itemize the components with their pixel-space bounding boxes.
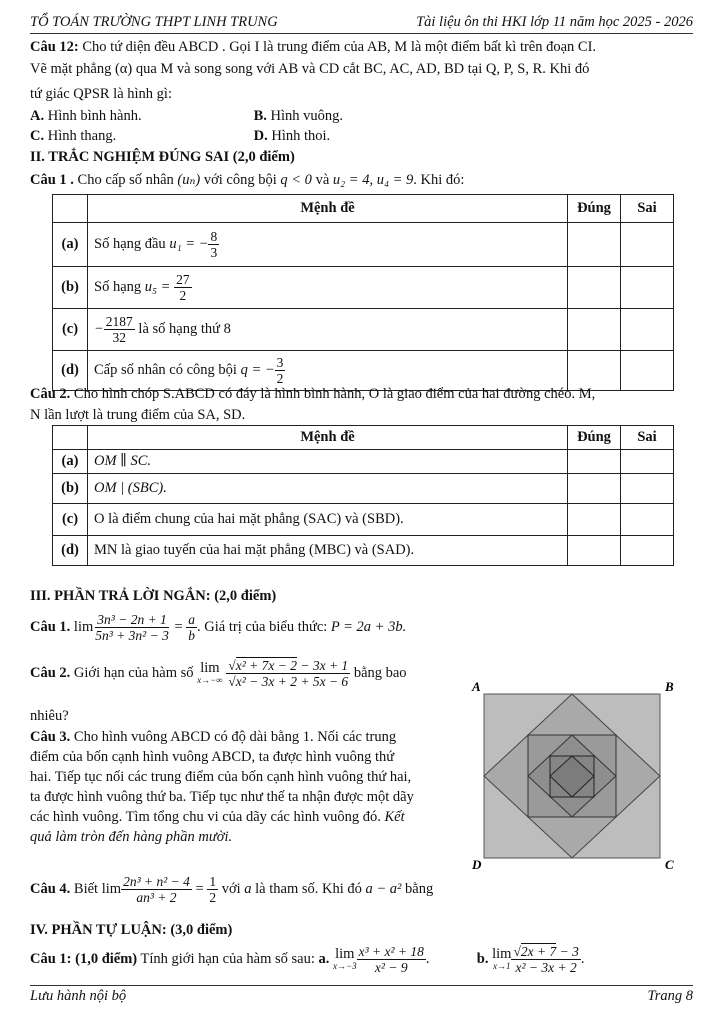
q12-options-row1 bbox=[30, 106, 693, 126]
footer-left: Lưu hành nội bộ bbox=[30, 988, 127, 1004]
col-false: Sai bbox=[621, 195, 674, 223]
true-cell[interactable] bbox=[568, 450, 621, 474]
section2-c2-line1: Câu 2. Cho hình chóp S.ABCD có đáy là hình bình hành, O là giao điểm của hai đường chéo. M, bbox=[30, 386, 596, 402]
vertex-C: C bbox=[665, 857, 674, 872]
section3-q4: Câu 4. Biết lim $\frac{\text{2n³ + n² − 4}}{\text{an³ + 2}}$ = $\frac{1}{2}$ với a là tham số. Khi đó a − a² bằng bbox=[30, 874, 434, 906]
section3-q3: Câu 3. Cho hình vuông ABCD có độ dài bằng 1. Nối các trung điểm của bốn cạnh hình vuông ABCD, ta được hình vuông thứ hai. Tiếp tục nối các trung điểm của bốn cạnh hình vuông thứ hai, ta được hình vuông thứ ba. Tiếp tục như thế ta nhận được một dãy các hình vuông. Tìm tổng chu vi của dãy các hình vuông đó. Kết quả làm tròn đến hàng phần mười. bbox=[30, 729, 414, 845]
true-cell[interactable] bbox=[568, 536, 621, 566]
section3-q2-tail: nhiêu? bbox=[30, 708, 69, 724]
table-row: (a) Số hạng đầu u₁ = − $\frac{8}{3}$ bbox=[53, 223, 674, 267]
q12-line2: Vẽ mặt phẳng (α) qua M và song song với AB và CD cắt BC, AC, AD, BD tại Q, P, S, R. Khi đó bbox=[30, 61, 590, 77]
false-cell[interactable] bbox=[621, 504, 674, 536]
header-left: TỔ TOÁN TRƯỜNG THPT LINH TRUNG bbox=[30, 14, 278, 30]
header-right: Tài liệu ôn thi HKI lớp 11 năm học 2025 - 2026 bbox=[416, 14, 693, 30]
false-cell[interactable] bbox=[621, 450, 674, 474]
section3-q2: Câu 2. Giới hạn của hàm số lim x→−∞ $\frac{\text{√x² + 7x − 2 − 3x + 1}}{\text{√x² − 3x + 2 + 5x − 6}}$ bằng bao bbox=[30, 658, 407, 690]
true-cell[interactable] bbox=[568, 223, 621, 267]
page-header bbox=[30, 14, 693, 31]
q12-options-row2 bbox=[30, 126, 693, 146]
table-row: (c) − $\frac{2187}{32}$ là số hạng thứ 8 bbox=[53, 309, 674, 351]
true-cell[interactable] bbox=[568, 309, 621, 351]
table-row: (b) Số hạng u₅ = $\frac{27}{2}$ bbox=[53, 267, 674, 309]
option-c: C. Hình thang. bbox=[30, 128, 117, 144]
section4-title: IV. PHẦN TỰ LUẬN: (3,0 điểm) bbox=[30, 922, 233, 938]
footer-page-number: Trang 8 bbox=[647, 988, 693, 1004]
q12-line3: tứ giác QPSR là hình gì: bbox=[30, 86, 172, 102]
option-b: B. Hình vuông. bbox=[253, 108, 344, 124]
header-divider bbox=[30, 33, 693, 34]
false-cell[interactable] bbox=[621, 536, 674, 566]
option-a: A. Hình bình hành. bbox=[30, 108, 142, 124]
vertex-D: D bbox=[472, 857, 482, 872]
table-row: (b) OM | (SBC). bbox=[53, 474, 674, 504]
section3-title: III. PHẦN TRẢ LỜI NGẮN: (2,0 điểm) bbox=[30, 588, 277, 604]
table-row: (c) O là điểm chung của hai mặt phẳng (SAC) và (SBD). bbox=[53, 504, 674, 536]
true-cell[interactable] bbox=[568, 267, 621, 309]
false-cell[interactable] bbox=[621, 474, 674, 504]
option-d: D. Hình thoi. bbox=[253, 128, 331, 144]
footer-divider bbox=[30, 985, 693, 986]
col-true: Đúng bbox=[568, 195, 621, 223]
section3-q1: Câu 1. lim $\frac{\text{3n³ − 2n + 1}}{\text{5n³ + 3n² − 3}}$ = $\frac{a}{b}$ . Giá trị của biểu thức: P = 2a + 3b. bbox=[30, 612, 407, 644]
col-statement: Mệnh đề bbox=[88, 195, 568, 223]
false-cell[interactable] bbox=[621, 309, 674, 351]
false-cell[interactable] bbox=[621, 223, 674, 267]
true-cell[interactable] bbox=[568, 504, 621, 536]
section2-c2-line2: N lần lượt là trung điểm của SA, SD. bbox=[30, 407, 246, 423]
true-cell[interactable] bbox=[568, 474, 621, 504]
table-row: (d) MN là giao tuyến của hai mặt phẳng (MBC) và (SAD). bbox=[53, 536, 674, 566]
true-false-table-1 bbox=[52, 194, 674, 391]
table-row: (a) OM ∥ SC. bbox=[53, 450, 674, 474]
false-cell[interactable] bbox=[621, 267, 674, 309]
true-false-table-2: Mệnh đề Đúng Sai (a) OM ∥ SC. (b) OM | (SBC). (c) O là điểm chung của hai mặt phẳng (SAC) và (SBD). (d) MN là giao tuyến của hai mặt phẳng (MBC) và (SAD). bbox=[52, 425, 674, 566]
vertex-A: A bbox=[472, 679, 481, 694]
nested-squares-figure bbox=[468, 678, 683, 872]
section4-q1: Câu 1: (1,0 điểm) Tính giới hạn của hàm số sau: a. lim x→−3 $\frac{\text{x³ + x² + 18}}{\text{x² − 9}}$ . b. lim x→1 $\frac{√2x + 7 - 3}{\text{x² − 3x + 2}}$ . bbox=[30, 944, 585, 976]
table-row: (d) Cấp số nhân có công bội q = − $\frac{3}{2}$ bbox=[53, 351, 674, 391]
q12-line1: Câu 12: Cho tứ diện đều ABCD . Gọi I là trung điểm của AB, M là một điểm bất kì trên đoạn CI. bbox=[30, 39, 597, 55]
page-footer bbox=[30, 988, 693, 1005]
vertex-B: B bbox=[665, 679, 674, 694]
section2-c1: Câu 1 . Cho cấp số nhân (uₙ) với công bội q < 0 và u₂ = 4, u₄ = 9. Khi đó: bbox=[30, 172, 465, 188]
section2-title: II. TRẮC NGHIỆM ĐÚNG SAI (2,0 điểm) bbox=[30, 149, 295, 165]
